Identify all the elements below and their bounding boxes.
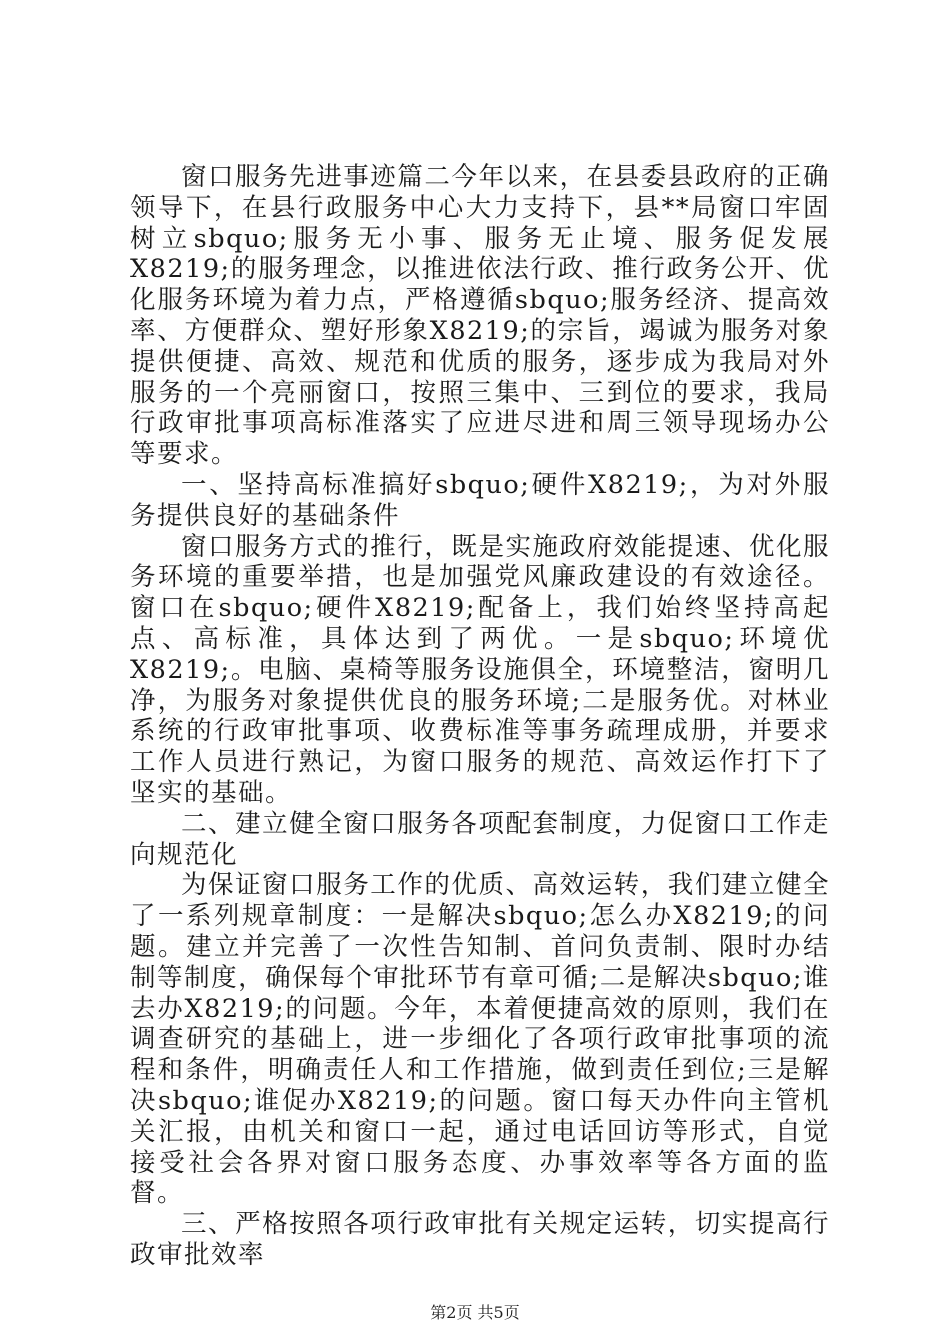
heading-section-3: 三、严格按照各项行政审批有关规定运转，切实提高行政审批效率 bbox=[130, 1209, 830, 1270]
paragraph-intro: 窗口服务先进事迹篇二今年以来，在县委县政府的正确领导下，在县行政服务中心大力支持下，县**局窗口牢固树立sbquo;服务无小事、服务无止境、服务促发展X8219;的服务理念，以推进依法行政、推行政务公开、优化服务环境为着力点，严格遵循sbquo;服务经济、提高效率、方便群众、塑好形象X8219;的宗旨，竭诚为服务对象提供便捷、高效、规范和优质的服务，逐步成为我局对外服务的一个亮丽窗口，按照三集中、三到位的要求，我局行政审批事项高标准落实了应进尽进和周三领导现场办公等要求。 bbox=[130, 162, 830, 470]
paragraph-section-1: 窗口服务方式的推行，既是实施政府效能提速、优化服务环境的重要举措，也是加强党风廉政建设的有效途径。窗口在sbquo;硬件X8219;配备上，我们始终坚持高起点、高标准，具体达到了两优。一是sbquo;环境优X8219;。电脑、桌椅等服务设施俱全，环境整洁，窗明几净，为服务对象提供优良的服务环境;二是服务优。对林业系统的行政审批事项、收费标准等事务疏理成册，并要求工作人员进行熟记，为窗口服务的规范、高效运作打下了坚实的基础。 bbox=[130, 531, 830, 808]
heading-section-2: 二、建立健全窗口服务各项配套制度，力促窗口工作走向规范化 bbox=[130, 808, 830, 870]
page-number-footer: 第2页 共5页 bbox=[430, 1303, 520, 1322]
heading-section-1: 一、坚持高标准搞好sbquo;硬件X8219;，为对外服务提供良好的基础条件 bbox=[130, 469, 830, 531]
paragraph-section-2: 为保证窗口服务工作的优质、高效运转，我们建立健全了一系列规章制度：一是解决sbquo;怎么办X8219;的问题。建立并完善了一次性告知制、首问负责制、限时办结制等制度，确保每个审批环节有章可循;二是解决sbquo;谁去办X8219;的问题。今年，本着便捷高效的原则，我们在调查研究的基础上，进一步细化了各项行政审批事项的流程和条件，明确责任人和工作措施，做到责任到位;三是解决sbquo;谁促办X8219;的问题。窗口每天办件向主管机关汇报，由机关和窗口一起，通过电话回访等形式，自觉接受社会各界对窗口服务态度、办事效率等各方面的监督。 bbox=[130, 870, 830, 1209]
document-body bbox=[130, 162, 830, 1271]
